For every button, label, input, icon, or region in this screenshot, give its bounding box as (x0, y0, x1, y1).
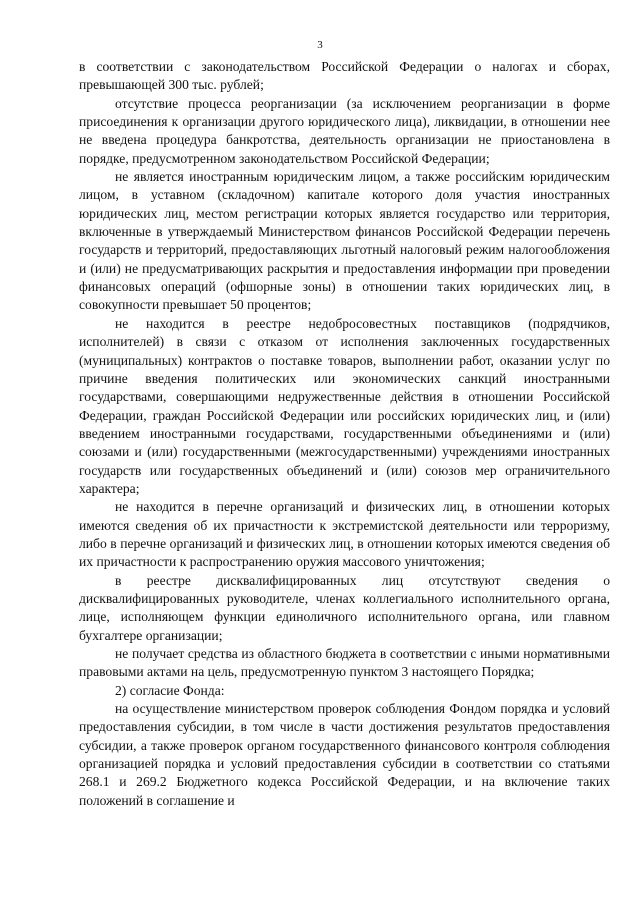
paragraph-not-foreign-entity: не является иностранным юридическим лицом, а также российским юридическим лицом, в уставном (складочном) капитале которого доля участия иностранных юридических лиц, местом регистрации которых является государство или территория, включенные в утверждаемый Министерством финансов Российской Федерации перечень государств и территорий, предоставляющих льготный налоговый режим налогообложения и (или) не предусматривающих раскрытия и предоставления информации при проведении финансовых операций (офшорные зоны) в отношении таких юридических лиц, в совокупности превышает 50 процентов; (79, 169, 610, 313)
document-body (79, 58, 610, 810)
paragraph-no-disqualified-persons: в реестре дисквалифицированных лиц отсутствуют сведения о дисквалифицированных руководителе, членах коллегиального исполнительного органа, лице, исполняющем функции единоличного исполнительного органа, или главном бухгалтере организации; (79, 572, 610, 643)
page-number: 3 (317, 39, 323, 51)
paragraph-tax-debt-continuation: в соответствии с законодательством Российской Федерации о налогах и сборах, превышающей 300 тыс. рублей; (79, 59, 610, 93)
paragraph-fund-consent-heading: 2) согласие Фонда: (115, 682, 225, 698)
paragraph-no-reorganization: отсутствие процесса реорганизации (за исключением реорганизации в форме присоединения к организации другого юридического лица), ликвидации, в отношении нее не введена процедура банкротства, деятельность организации не приостановлена в порядке, предусмотренном законодательством Российской Федерации; (79, 95, 610, 166)
paragraph-no-other-budget-funds: не получает средства из областного бюджета в соответствии с иными нормативными правовыми актами на цель, предусмотренную пунктом 3 настоящего Порядка; (79, 646, 610, 680)
paragraph-consent-to-inspections: на осуществление министерством проверок соблюдения Фондом порядка и условий предоставления субсидии, в том числе в части достижения результатов предоставления субсидии, а также проверок органом государственного финансового контроля соблюдения организацией порядка и условий предоставления субсидии в соответствии со статьями 268.1 и 269.2 Бюджетного кодекса Российской Федерации, и на включение таких положений в соглашение и (79, 701, 610, 808)
paragraph-not-in-extremist-list: не находится в перечне организаций и физических лиц, в отношении которых имеются сведения об их причастности к экстремистской деятельности или терроризму, либо в перечне организаций и физических лиц, в отношении которых имеются сведения об их причастности к распространению оружия массового уничтожения; (79, 499, 610, 570)
paragraph-not-in-unscrupulous-registry: не находится в реестре недобросовестных поставщиков (подрядчиков, исполнителей) в связи с отказом от исполнения заключенных государственных (муниципальных) контрактов о поставке товаров, выполнении работ, оказании услуг по причине введения политических или экономических санкций иностранными государствами, совершающими недружественные действия в отношении Российской Федерации, граждан Российской Федерации или российских юридических лиц, и (или) введением иностранными государствами, государственными объединениями и (или) союзами и (или) государственными (межгосударственными) учреждениями иностранных государств или государственных объединений и (или) союзов мер ограничительного характера; (79, 315, 610, 496)
